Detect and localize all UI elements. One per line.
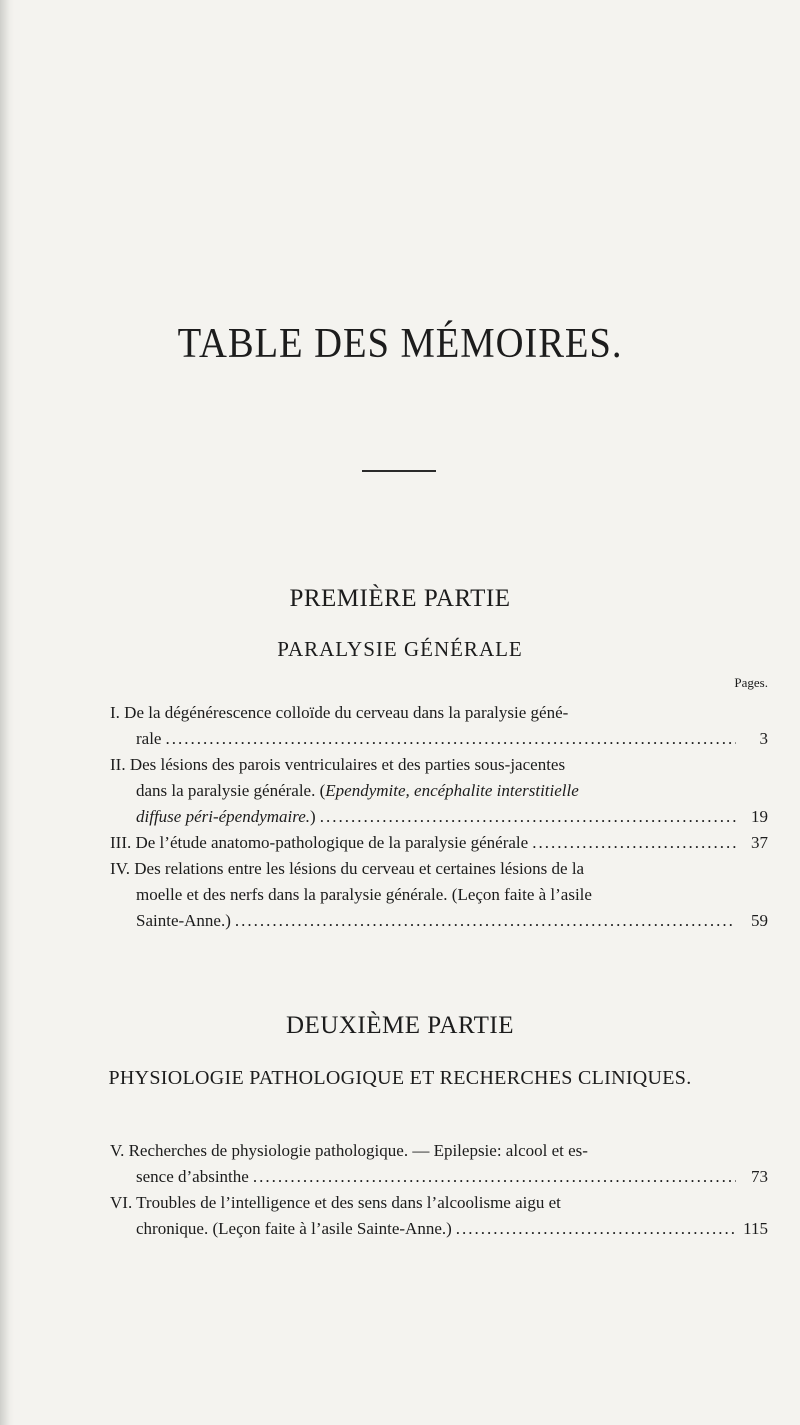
toc-page-number: 73: [751, 1167, 768, 1186]
toc-entry-text: rale: [136, 729, 162, 748]
toc-line: [110, 804, 768, 830]
toc-line: [110, 778, 768, 804]
toc-entry-italic: diffuse péri-épendymaire.: [136, 807, 311, 826]
page-title: TABLE DES MÉMOIRES.: [177, 321, 623, 367]
toc-line: [110, 700, 768, 726]
toc-entry-text: moelle et des nerfs dans la paralysie générale. (Leçon faite à l’asile: [136, 885, 592, 904]
toc-line: [110, 1216, 768, 1242]
toc-page-number: 19: [751, 807, 768, 826]
toc-entry-text: VI. Troubles de l’intelligence et des sens dans l’alcoolisme aigu et: [110, 1193, 561, 1212]
part2-toc: [110, 1138, 768, 1242]
toc-entry-1: [110, 700, 768, 752]
toc-entry-text: ): [310, 807, 316, 826]
toc-line: [110, 1138, 768, 1164]
toc-entry-2: [110, 752, 768, 830]
toc-line: [110, 752, 768, 778]
part1-subheading: PARALYSIE GÉNÉRALE: [277, 637, 523, 661]
part1-heading: PREMIÈRE PARTIE: [289, 585, 511, 612]
dot-leader: [456, 1216, 736, 1242]
toc-entry-text: sence d’absinthe: [136, 1167, 249, 1186]
pages-column-label: Pages.: [734, 675, 768, 690]
toc-entry-4: [110, 856, 768, 934]
toc-page-number: 59: [751, 911, 768, 930]
toc-line: [110, 726, 768, 752]
dot-leader: [320, 804, 736, 830]
dot-leader: [235, 908, 736, 934]
toc-entry-text: Sainte-Anne.): [136, 911, 231, 930]
toc-entry-text: I. De la dégénérescence colloïde du cerveau dans la paralysie géné-: [110, 703, 569, 722]
page-edge-shadow: [0, 0, 14, 1425]
toc-entry-text: III. De l’étude anatomo-pathologique de la paralysie générale: [110, 833, 529, 852]
toc-entry-5: [110, 1138, 768, 1190]
part2-heading: DEUXIÈME PARTIE: [286, 1012, 514, 1039]
toc-page-number: 115: [743, 1219, 768, 1238]
toc-page-number: 3: [759, 729, 768, 748]
toc-line: [110, 1164, 768, 1190]
toc-line: [110, 908, 768, 934]
part2-subheading: PHYSIOLOGIE PATHOLOGIQUE ET RECHERCHES CLINIQUES.: [108, 1067, 692, 1089]
toc-entry-6: [110, 1190, 768, 1242]
toc-entry-text: chronique. (Leçon faite à l’asile Sainte-Anne.): [136, 1219, 452, 1238]
toc-entry-text: dans la paralysie générale. (: [136, 781, 326, 800]
dot-leader: [532, 830, 736, 856]
toc-page-number: 37: [751, 833, 768, 852]
toc-line: [110, 830, 768, 856]
title-divider: [362, 470, 436, 472]
toc-line: [110, 856, 768, 882]
dot-leader: [165, 726, 736, 752]
part1-toc: [110, 700, 768, 934]
toc-entry-text: II. Des lésions des parois ventriculaires et des parties sous-jacentes: [110, 755, 566, 774]
toc-entry-text: V. Recherches de physiologie pathologique. — Epilepsie: alcool et es-: [110, 1141, 588, 1160]
toc-line: [110, 882, 768, 908]
dot-leader: [253, 1164, 736, 1190]
toc-entry-text: IV. Des relations entre les lésions du cerveau et certaines lésions de la: [110, 859, 585, 878]
toc-entry-italic: Ependymite, encéphalite interstitielle: [325, 781, 579, 800]
toc-line: [110, 1190, 768, 1216]
toc-entry-3: [110, 830, 768, 856]
